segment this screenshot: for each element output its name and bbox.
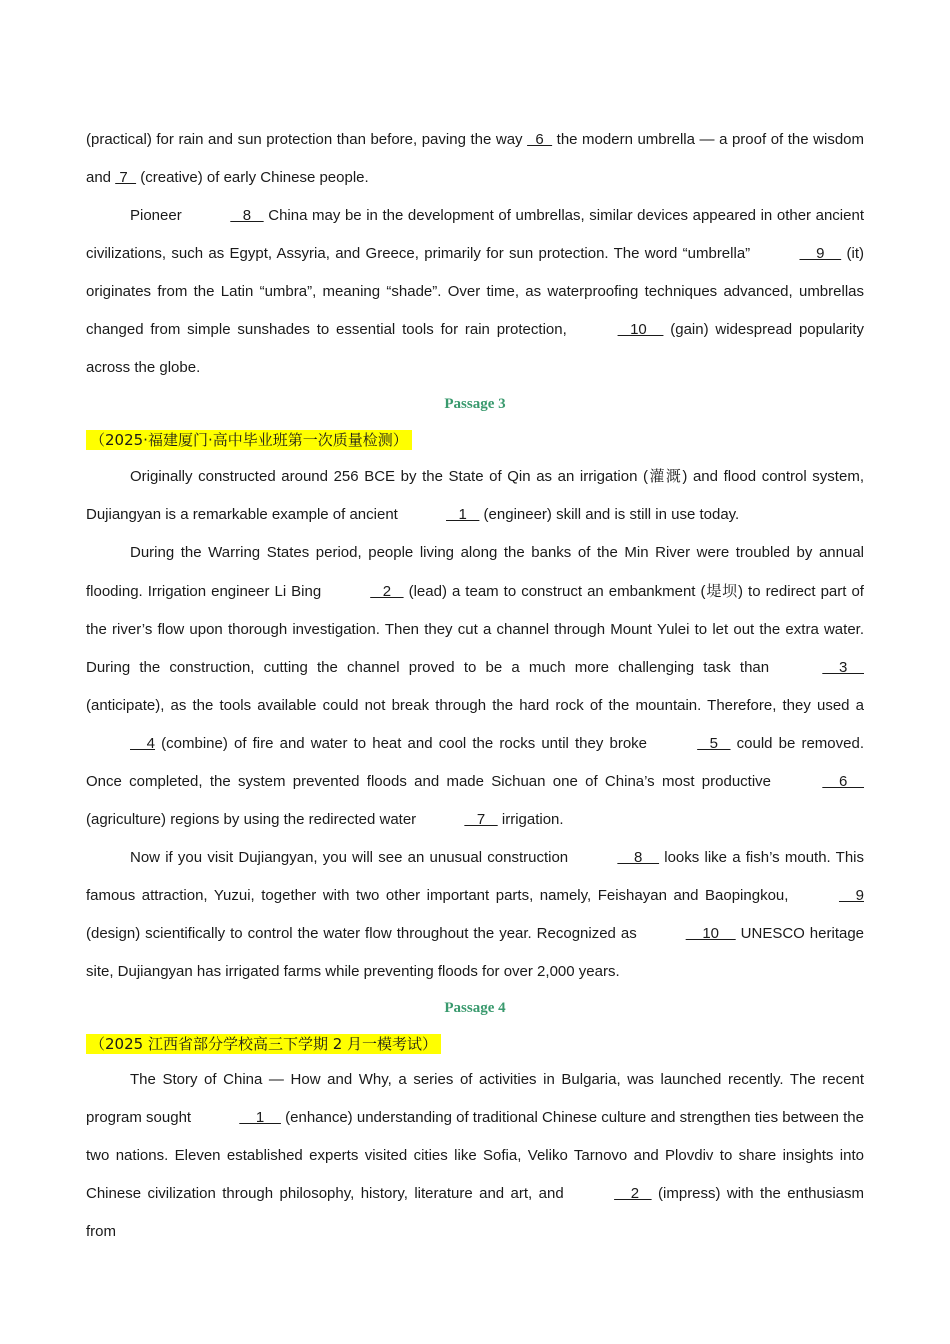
- text-segment: the modern umbrella — a proof of the wisdom and: [86, 131, 865, 186]
- passage2-paragraph-end: [86, 121, 864, 197]
- chinese-gloss: 堤坝: [705, 582, 739, 600]
- text-segment: Now if you visit Dujiangyan, you will see an unusual construction: [130, 849, 574, 866]
- text-segment: (it) originates from the Latin “umbra”, meaning “shade”. Over time, as waterproofing techniques advanced, umbrellas changed from simple sunshades to essential tools for rain protection,: [86, 245, 864, 338]
- passage3-paragraph-3: [86, 839, 864, 991]
- blank-2[interactable]: 2: [370, 583, 404, 600]
- blank-7[interactable]: 7: [115, 169, 137, 186]
- blank-3[interactable]: 3: [822, 659, 864, 676]
- text-segment: (engineer) skill and is still in use today.: [479, 506, 740, 523]
- blank-8[interactable]: 8: [230, 207, 264, 224]
- blank-6[interactable]: 6: [822, 773, 864, 790]
- text-segment: Originally constructed around 256 BCE by the State of Qin as an irrigation (: [130, 468, 649, 485]
- text-segment: looks like a fish’s mouth. This famous attraction, Yuzui, together with two other important parts, namely, Feishayan and Baopingkou,: [86, 849, 864, 904]
- passage3-source-highlight: （2025·福建厦门·高中毕业班第一次质量检测）: [86, 430, 412, 450]
- passage2-paragraph-umbrella: [86, 197, 864, 387]
- text-segment: irrigation.: [497, 811, 564, 828]
- passage4-heading: Passage 4: [444, 1000, 506, 1016]
- blank-8[interactable]: 8: [617, 849, 660, 866]
- passage4-source-highlight: （2025 江西省部分学校高三下学期 2 月一模考试）: [86, 1034, 441, 1054]
- blank-6[interactable]: 6: [527, 131, 553, 148]
- text-segment: (gain) widespread popularity across the globe.: [86, 321, 864, 376]
- passage3-heading: Passage 3: [444, 396, 506, 412]
- chinese-gloss: 灌溉: [648, 467, 683, 485]
- blank-5[interactable]: 5: [697, 735, 731, 752]
- page-content: [86, 121, 864, 1251]
- text-segment: (impress) with the enthusiasm from: [86, 1185, 864, 1240]
- text-segment: (practical) for rain and sun protection than before, paving the way: [86, 131, 528, 148]
- passage4-source-line: [86, 1027, 864, 1061]
- passage3-paragraph-1: [86, 457, 864, 534]
- blank-10[interactable]: 10: [617, 321, 664, 338]
- blank-4[interactable]: 4: [130, 735, 156, 752]
- blank-1[interactable]: 1: [446, 506, 480, 523]
- text-segment: (anticipate), as the tools available could not break through the hard rock of the mountain. Therefore, they used a: [86, 697, 864, 714]
- blank-10[interactable]: 10: [685, 925, 736, 942]
- text-segment: ) and flood control system, Dujiangyan is a remarkable example of ancient: [86, 468, 864, 523]
- blank-9[interactable]: 9: [799, 245, 842, 262]
- text-segment: Pioneer: [130, 207, 187, 224]
- text-segment: ) to redirect part of the river’s flow upon thorough investigation. Then they cut a channel through Mount Yulei to let out the extra water. During the construction, cutting the channel proved to be a much more challenging task than: [86, 583, 864, 676]
- text-segment: China may be in the development of umbrellas, similar devices appeared in other ancient civilizations, such as Egypt, Assyria, and Greece, primarily for sun protection. The word “umbrella”: [86, 207, 864, 262]
- text-segment: could be removed. Once completed, the system prevented floods and made Sichuan one of China’s most productive: [86, 735, 864, 790]
- text-segment: (enhance) understanding of traditional Chinese culture and strengthen ties between the two nations. Eleven established experts visited cities like Sofia, Veliko Tarnovo and Plovdiv to share insights into Chinese civilization through philosophy, history, literature and art, and: [86, 1109, 864, 1202]
- text-segment: (creative) of early Chinese people.: [136, 169, 369, 186]
- text-segment: The Story of China — How and Why, a series of activities in Bulgaria, was launched recently. The recent program sought: [86, 1071, 864, 1126]
- passage4-paragraph-1: [86, 1061, 864, 1251]
- passage3-paragraph-2: [86, 534, 864, 839]
- text-segment: UNESCO heritage site, Dujiangyan has irrigated farms while preventing floods for over 2,000 years.: [86, 925, 865, 980]
- text-segment: (design) scientifically to control the water flow throughout the year. Recognized as: [86, 925, 642, 942]
- blank-2[interactable]: 2: [614, 1185, 652, 1202]
- passage3-source-line: [86, 423, 864, 457]
- text-segment: During the Warring States period, people living along the banks of the Min River were troubled by annual flooding. Irrigation engineer Li Bing: [86, 544, 864, 600]
- blank-7[interactable]: 7: [464, 811, 498, 828]
- blank-9[interactable]: 9: [838, 887, 864, 904]
- text-segment: (combine) of fire and water to heat and cool the rocks until they broke: [155, 735, 654, 752]
- text-segment: (lead) a team to construct an embankment (: [403, 583, 706, 600]
- text-segment: (agriculture) regions by using the redirected water: [86, 811, 421, 828]
- blank-1[interactable]: 1: [239, 1109, 281, 1126]
